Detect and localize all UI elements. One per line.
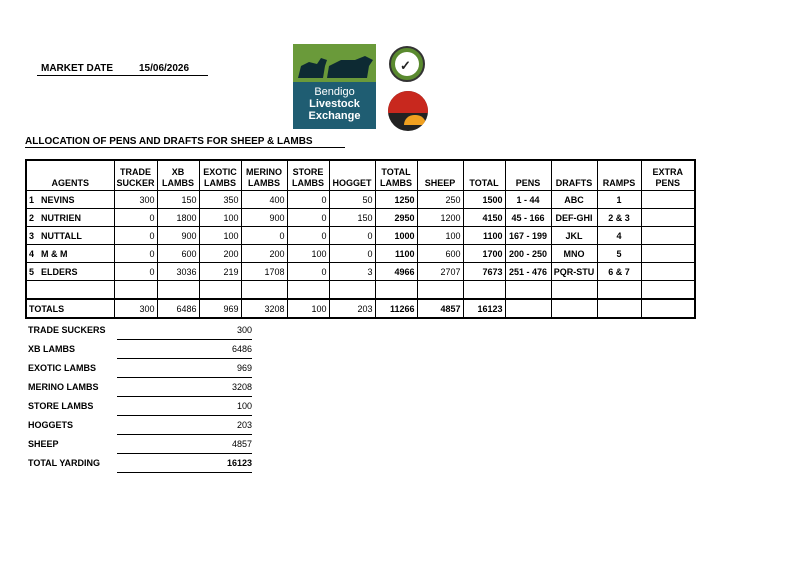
table-cell: 100 <box>417 227 463 245</box>
logo-pasture <box>293 44 376 82</box>
table-cell: 2707 <box>417 263 463 281</box>
col-header: TOTAL <box>463 160 505 191</box>
table-cell <box>241 281 287 300</box>
summary-underline <box>117 339 252 340</box>
agent-cell <box>26 209 114 227</box>
summary-label: XB LAMBS <box>28 344 75 354</box>
table-cell: 251 - 476 <box>505 263 551 281</box>
table-cell <box>551 281 597 300</box>
col-header: AGENTS <box>26 160 114 191</box>
table-cell <box>505 299 551 318</box>
table-cell: MNO <box>551 245 597 263</box>
table-cell: 11266 <box>375 299 417 318</box>
table-cell: JKL <box>551 227 597 245</box>
table-cell: 167 - 199 <box>505 227 551 245</box>
table-cell: 100 <box>199 227 241 245</box>
col-header: XB LAMBS <box>157 160 199 191</box>
allocation-title: ALLOCATION OF PENS AND DRAFTS FOR SHEEP & LAMBS <box>25 136 313 147</box>
table-cell: 1000 <box>375 227 417 245</box>
allocation-table <box>25 159 696 319</box>
table-cell: 200 <box>241 245 287 263</box>
agent-cell <box>26 227 114 245</box>
table-cell: 1100 <box>375 245 417 263</box>
logo-line-3: Exchange <box>308 110 361 122</box>
summary-label: MERINO LAMBS <box>28 382 99 392</box>
table-cell: 1700 <box>463 245 505 263</box>
table-cell: 219 <box>199 263 241 281</box>
col-header: TOTAL LAMBS <box>375 160 417 191</box>
table-cell: 0 <box>287 191 329 209</box>
table-cell: 4 <box>597 227 641 245</box>
totals-row <box>26 299 695 318</box>
cattle-sheep-silhouette-icon <box>293 44 376 82</box>
summary-underline <box>117 396 252 397</box>
table-cell: 0 <box>287 209 329 227</box>
summary-label: TRADE SUCKERS <box>28 325 106 335</box>
summary-label: TOTAL YARDING <box>28 458 101 468</box>
table-cell <box>597 299 641 318</box>
agent-number: 4 <box>29 248 35 259</box>
col-header: HOGGET <box>329 160 375 191</box>
col-header: MERINO LAMBS <box>241 160 287 191</box>
logo-line-2: Livestock <box>309 98 360 110</box>
table-cell: 0 <box>114 245 157 263</box>
agent-cell <box>26 263 114 281</box>
table-cell <box>641 281 695 300</box>
summary-value: 300 <box>236 325 252 335</box>
table-cell <box>375 281 417 300</box>
table-cell <box>417 281 463 300</box>
summary-label: STORE LAMBS <box>28 401 94 411</box>
summary-value: 6486 <box>231 344 252 354</box>
table-cell <box>641 263 695 281</box>
table-cell: 2950 <box>375 209 417 227</box>
table-cell: 250 <box>417 191 463 209</box>
agent-name: NEVINS <box>41 194 75 205</box>
table-cell: 50 <box>329 191 375 209</box>
table-cell: 1 - 44 <box>505 191 551 209</box>
table-row <box>26 209 695 227</box>
nsqa-check-badge-icon: ✓ <box>389 46 425 82</box>
table-cell: 4966 <box>375 263 417 281</box>
table-cell: 350 <box>199 191 241 209</box>
table-cell: 100 <box>287 299 329 318</box>
table-cell <box>329 281 375 300</box>
summary-underline <box>117 472 252 473</box>
summary-value: 16123 <box>226 458 252 468</box>
table-cell: 4857 <box>417 299 463 318</box>
table-cell <box>641 191 695 209</box>
table-cell: 1100 <box>463 227 505 245</box>
table-cell <box>597 281 641 300</box>
agent-name: NUTRIEN <box>41 212 81 223</box>
table-cell: 203 <box>329 299 375 318</box>
summary-value: 100 <box>236 401 252 411</box>
col-header: TRADE SUCKER <box>114 160 157 191</box>
table-cell: 6486 <box>157 299 199 318</box>
table-cell: 5 <box>597 245 641 263</box>
table-cell: 1500 <box>463 191 505 209</box>
table-cell <box>114 281 157 300</box>
table-cell: 0 <box>241 227 287 245</box>
table-row <box>26 245 695 263</box>
summary-value: 4857 <box>231 439 252 449</box>
summary-underline <box>117 434 252 435</box>
table-cell: 0 <box>114 209 157 227</box>
table-cell: 900 <box>241 209 287 227</box>
summary-underline <box>117 415 252 416</box>
table-cell: 300 <box>114 191 157 209</box>
agent-name: ELDERS <box>41 266 78 277</box>
agent-cell <box>26 191 114 209</box>
summary-value: 203 <box>236 420 252 430</box>
table-cell <box>641 209 695 227</box>
market-date-value: 15/06/2026 <box>139 63 190 74</box>
agent-name: M & M <box>41 248 68 259</box>
table-cell: 1200 <box>417 209 463 227</box>
table-cell: 0 <box>114 227 157 245</box>
table-cell <box>641 245 695 263</box>
table-cell: 600 <box>157 245 199 263</box>
table-cell <box>26 281 114 300</box>
col-header: EXOTIC LAMBS <box>199 160 241 191</box>
summary-label: HOGGETS <box>28 420 74 430</box>
market-date-label: MARKET DATE <box>41 63 114 74</box>
col-header: EXTRA PENS <box>641 160 695 191</box>
table-cell: PQR-STU <box>551 263 597 281</box>
table-cell: 100 <box>287 245 329 263</box>
col-header: DRAFTS <box>551 160 597 191</box>
table-cell: 16123 <box>463 299 505 318</box>
allocation-title-underline <box>25 147 345 148</box>
table-cell: 0 <box>329 227 375 245</box>
table-cell <box>199 281 241 300</box>
table-cell: 600 <box>417 245 463 263</box>
table-cell: 900 <box>157 227 199 245</box>
table-cell: 6 & 7 <box>597 263 641 281</box>
summary-underline <box>117 453 252 454</box>
summary-underline <box>117 358 252 359</box>
table-cell: 0 <box>287 227 329 245</box>
logo-line-1: Bendigo <box>314 86 355 98</box>
table-cell: 2 & 3 <box>597 209 641 227</box>
table-cell: 400 <box>241 191 287 209</box>
agent-number: 1 <box>29 194 35 205</box>
table-cell: 200 - 250 <box>505 245 551 263</box>
table-cell: 150 <box>329 209 375 227</box>
table-cell: 3208 <box>241 299 287 318</box>
summary-label: EXOTIC LAMBS <box>28 363 97 373</box>
red-orange-badge-icon <box>388 91 428 131</box>
summary-underline <box>117 377 252 378</box>
summary-label: SHEEP <box>28 439 59 449</box>
market-date-underline <box>37 75 208 76</box>
summary-value: 3208 <box>231 382 252 392</box>
table-cell <box>641 299 695 318</box>
table-header-row <box>26 160 695 191</box>
col-header: STORE LAMBS <box>287 160 329 191</box>
table-cell: 1250 <box>375 191 417 209</box>
col-header: SHEEP <box>417 160 463 191</box>
table-row <box>26 227 695 245</box>
table-row <box>26 191 695 209</box>
table-cell <box>463 281 505 300</box>
bendigo-livestock-exchange-logo <box>293 44 376 129</box>
agent-name: NUTTALL <box>41 230 82 241</box>
totals-label: TOTALS <box>26 299 114 318</box>
table-cell <box>157 281 199 300</box>
table-cell: 969 <box>199 299 241 318</box>
table-row <box>26 263 695 281</box>
table-cell: 0 <box>329 245 375 263</box>
table-cell <box>287 281 329 300</box>
table-cell: 1708 <box>241 263 287 281</box>
table-cell: 3 <box>329 263 375 281</box>
table-cell: 1800 <box>157 209 199 227</box>
table-cell: 3036 <box>157 263 199 281</box>
table-cell: 100 <box>199 209 241 227</box>
table-cell: 45 - 166 <box>505 209 551 227</box>
table-cell: DEF-GHI <box>551 209 597 227</box>
table-cell: 200 <box>199 245 241 263</box>
col-header: PENS <box>505 160 551 191</box>
table-cell <box>551 299 597 318</box>
table-cell: 1 <box>597 191 641 209</box>
table-cell: ABC <box>551 191 597 209</box>
table-cell: 4150 <box>463 209 505 227</box>
table-cell <box>505 281 551 300</box>
agent-number: 3 <box>29 230 35 241</box>
summary-value: 969 <box>236 363 252 373</box>
table-cell: 300 <box>114 299 157 318</box>
table-cell: 0 <box>114 263 157 281</box>
table-cell <box>641 227 695 245</box>
logo-text <box>293 86 376 122</box>
col-header: RAMPS <box>597 160 641 191</box>
agent-cell <box>26 245 114 263</box>
table-cell: 7673 <box>463 263 505 281</box>
table-cell: 150 <box>157 191 199 209</box>
blank-row <box>26 281 695 300</box>
table-cell: 0 <box>287 263 329 281</box>
agent-number: 5 <box>29 266 35 277</box>
agent-number: 2 <box>29 212 35 223</box>
